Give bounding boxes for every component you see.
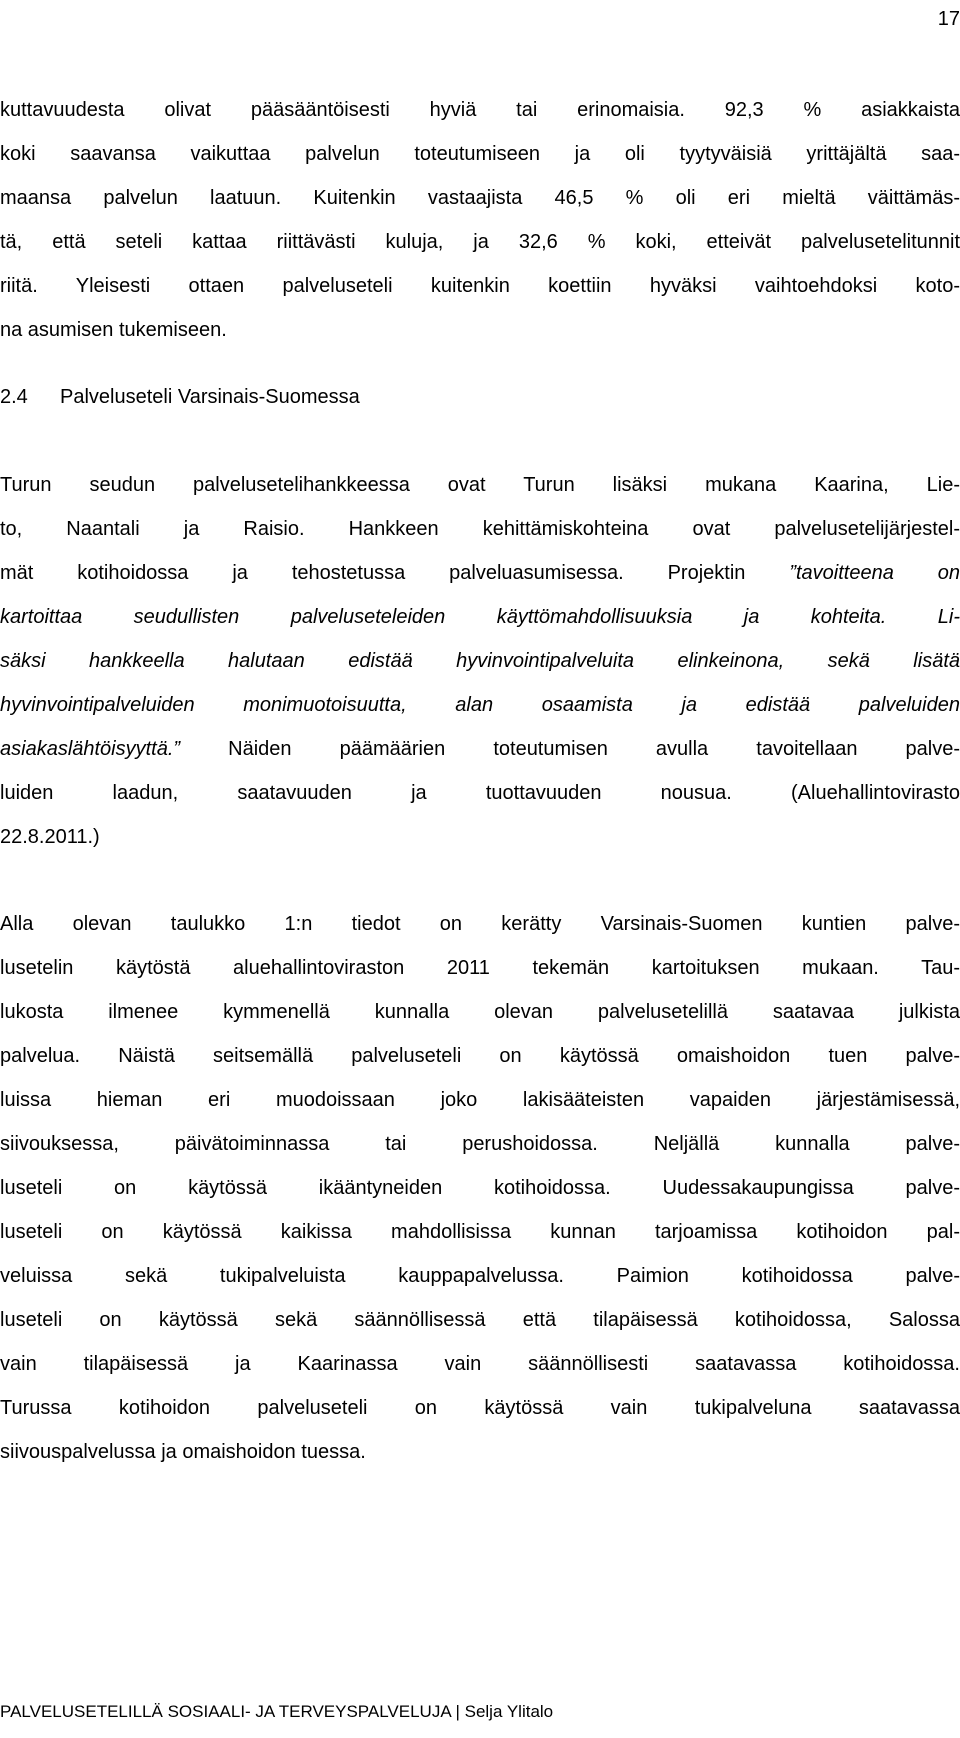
paragraph-line: veluissa sekä tukipalveluista kauppapalvelussa. Paimion kotihoidossa palve-	[0, 1265, 960, 1287]
paragraph-line	[0, 683, 960, 727]
paragraph-line: luseteli on käytössä sekä säännöllisessä että tilapäisessä kotihoidossa, Salossa	[0, 1309, 960, 1331]
paragraph-line: siivouksessa, päivätoiminnassa tai perushoidossa. Neljällä kunnalla palve-	[0, 1133, 960, 1155]
paragraph-line: luissa hieman eri muodoissaan joko lakisääteisten vapaiden järjestämisessä,	[0, 1089, 960, 1111]
paragraph-line: 22.8.2011.)	[0, 826, 100, 848]
paragraph-line: tä, että seteli kattaa riittävästi kuluja, ja 32,6 % koki, etteivät palvelusetelitunnit	[0, 231, 960, 253]
paragraph-line: koki saavansa vaikuttaa palvelun toteutumiseen ja oli tyytyväisiä yrittäjältä saa-	[0, 143, 960, 165]
paragraph-line: lusetelin käytöstä aluehallintoviraston 2011 tekemän kartoituksen mukaan. Tau-	[0, 957, 960, 979]
paragraph-text: Näiden päämäärien toteutumisen avulla tavoitellaan palve-	[180, 738, 960, 760]
quote-text: asiakaslähtöisyyttä.”	[0, 738, 181, 760]
paragraph-line	[0, 551, 960, 595]
paragraph-line: riitä. Yleisesti ottaen palveluseteli kuitenkin koettiin hyväksi vaihtoehdoksi koto-	[0, 275, 960, 297]
page-number: 17	[937, 8, 960, 30]
quote-text: säksi hankkeella halutaan edistää hyvinvointipalveluita elinkeinona, sekä lisätä	[0, 650, 960, 672]
section-title: Palveluseteli Varsinais-Suomessa	[60, 386, 360, 408]
paragraph-2	[0, 463, 960, 859]
quote-text: kartoittaa seudullisten palveluseteleiden käyttömahdollisuuksia ja kohteita. Li-	[0, 606, 960, 628]
paragraph-line	[0, 727, 960, 771]
quote-text: ”tavoitteena on	[789, 562, 960, 584]
page-footer	[0, 1700, 553, 1724]
paragraph-line: Alla olevan taulukko 1:n tiedot on kerätty Varsinais-Suomen kuntien palve-	[0, 913, 960, 935]
section-heading	[0, 375, 360, 419]
footer-title: PALVELUSETELILLÄ SOSIAALI- JA TERVEYSPALVELUJA	[0, 1702, 451, 1721]
paragraph-line: kuttavuudesta olivat pääsääntöisesti hyviä tai erinomaisia. 92,3 % asiakkaista	[0, 99, 960, 121]
paragraph-line: Turussa kotihoidon palveluseteli on käytössä vain tukipalveluna saatavassa	[0, 1397, 960, 1419]
paragraph-line: Turun seudun palvelusetelihankkeessa ovat Turun lisäksi mukana Kaarina, Lie-	[0, 474, 960, 496]
paragraph-line: siivouspalvelussa ja omaishoidon tuessa.	[0, 1441, 366, 1463]
paragraph-line	[0, 595, 960, 639]
footer-separator: |	[455, 1702, 460, 1721]
paragraph-line: to, Naantali ja Raisio. Hankkeen kehittämiskohteina ovat palvelusetelijärjestel-	[0, 518, 960, 540]
quote-text: hyvinvointipalveluiden monimuotoisuutta, alan osaamista ja edistää palveluiden	[0, 694, 960, 716]
paragraph-line: luseteli on käytössä ikääntyneiden kotihoidossa. Uudessakaupungissa palve-	[0, 1177, 960, 1199]
paragraph-line: na asumisen tukemiseen.	[0, 319, 227, 341]
paragraph-line: lukosta ilmenee kymmenellä kunnalla olevan palvelusetelillä saatavaa julkista	[0, 1001, 960, 1023]
paragraph-3	[0, 902, 960, 1474]
paragraph-line	[0, 639, 960, 683]
paragraph-line: vain tilapäisessä ja Kaarinassa vain säännöllisesti saatavassa kotihoidossa.	[0, 1353, 960, 1375]
paragraph-line: palvelua. Näistä seitsemällä palveluseteli on käytössä omaishoidon tuen palve-	[0, 1045, 960, 1067]
paragraph-line: luiden laadun, saatavuuden ja tuottavuuden nousua. (Aluehallintovirasto	[0, 782, 960, 804]
paragraph-line: maansa palvelun laatuun. Kuitenkin vastaajista 46,5 % oli eri mieltä väittämäs-	[0, 187, 960, 209]
paragraph-1	[0, 88, 960, 352]
section-number: 2.4	[0, 386, 28, 408]
paragraph-text: mät kotihoidossa ja tehostetussa palveluasumisessa. Projektin	[0, 562, 790, 584]
paragraph-line: luseteli on käytössä kaikissa mahdollisissa kunnan tarjoamissa kotihoidon pal-	[0, 1221, 960, 1243]
footer-author: Selja Ylitalo	[464, 1702, 554, 1721]
